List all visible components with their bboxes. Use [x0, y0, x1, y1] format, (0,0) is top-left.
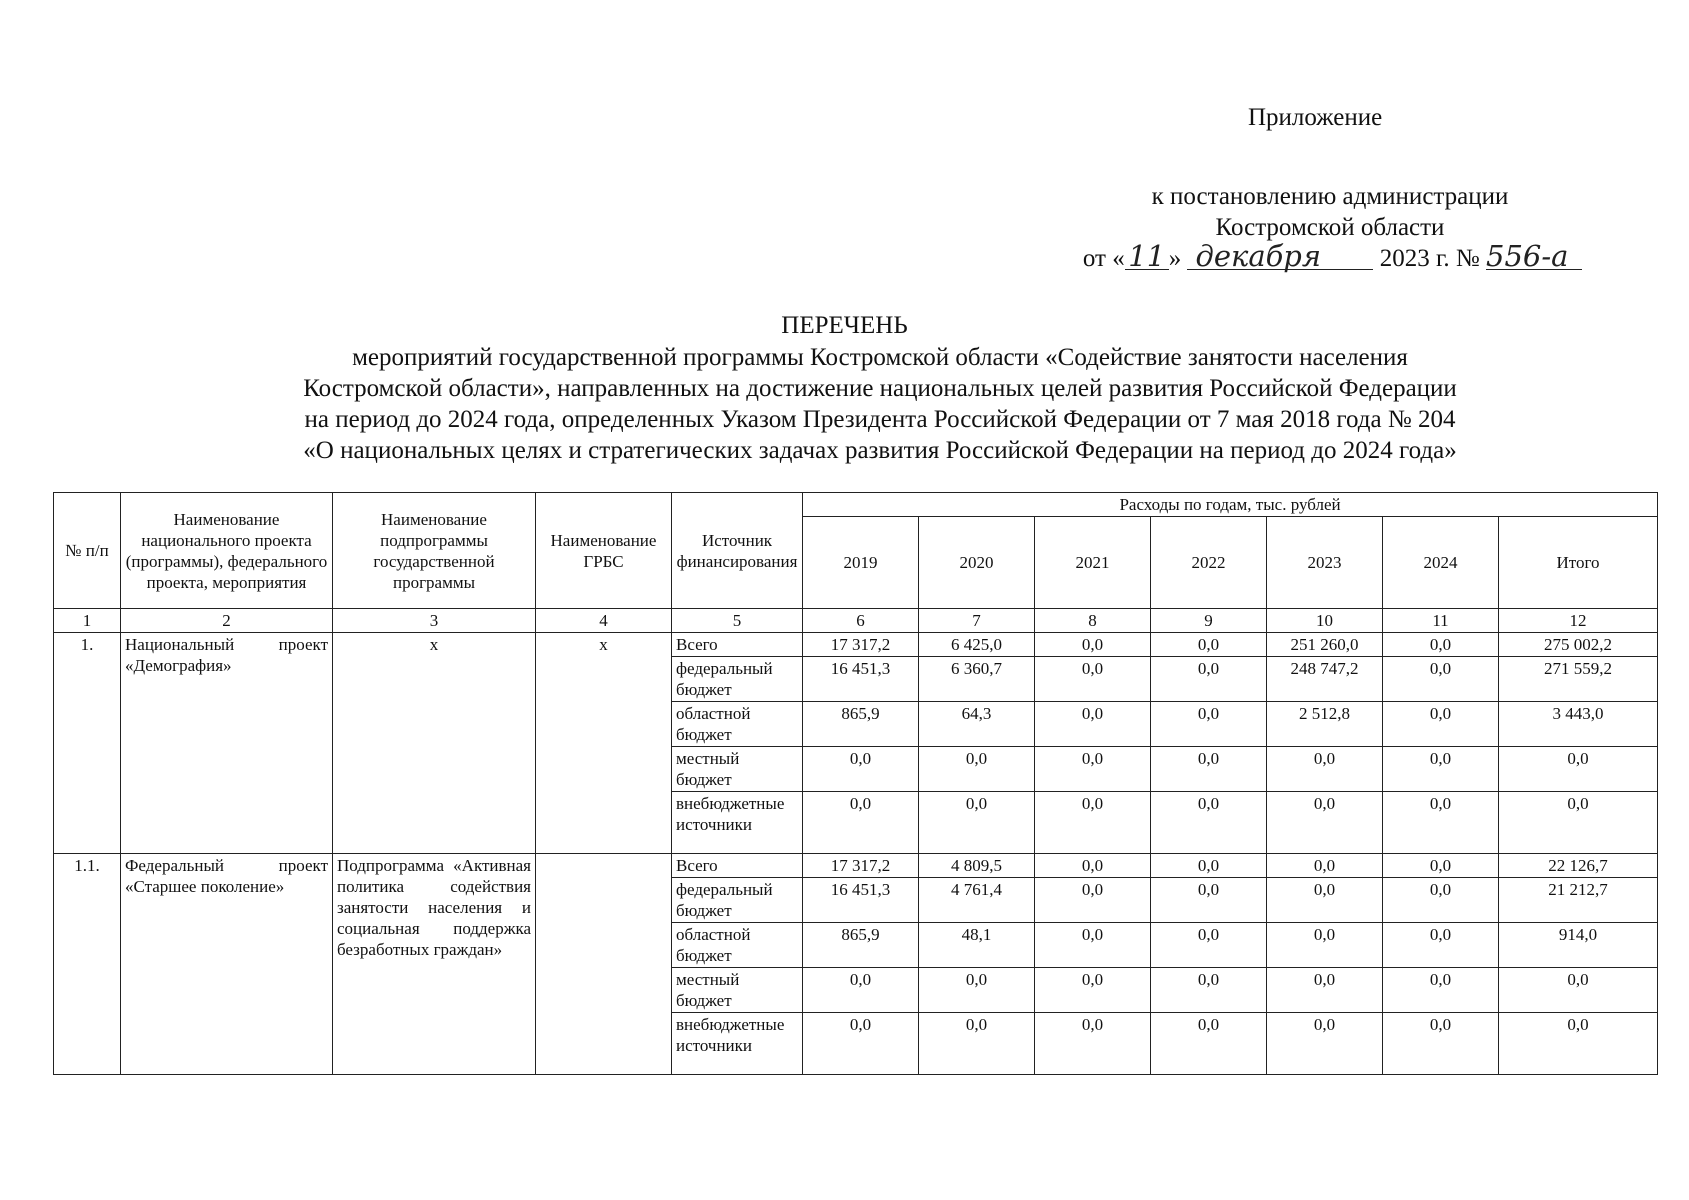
table-row — [54, 633, 1658, 657]
decree-reference — [1060, 181, 1600, 274]
subtitle-line: на период до 2024 года, определенных Указом Президента Российской Федерации от 7 мая 2018 года № 204 — [304, 406, 1456, 433]
year-value: 17 317,2 — [803, 633, 919, 657]
table-body — [54, 633, 1658, 1075]
total-value: 0,0 — [1499, 792, 1658, 854]
year-value: 0,0 — [1267, 878, 1383, 923]
group-grbs: х — [536, 633, 672, 854]
funding-source: внебюджетные источники — [672, 1013, 803, 1075]
year-value: 0,0 — [1383, 702, 1499, 747]
year-value: 0,0 — [1035, 747, 1151, 792]
year-value: 0,0 — [803, 1013, 919, 1075]
year-value: 0,0 — [1035, 792, 1151, 854]
group-project: Федеральный проект «Старшее поколение» — [121, 854, 333, 1075]
column-number: 1 — [54, 609, 121, 633]
year-value: 17 317,2 — [803, 854, 919, 878]
year-value: 0,0 — [1035, 633, 1151, 657]
total-value: 0,0 — [1499, 1013, 1658, 1075]
header-num: № п/п — [54, 493, 121, 609]
group-subprogram: Подпрограмма «Активная политика содействия занятости населения и социальная поддержка безработных граждан» — [333, 854, 536, 1075]
funding-source: областной бюджет — [672, 702, 803, 747]
table-row — [54, 854, 1658, 878]
year-value: 0,0 — [1151, 923, 1267, 968]
total-value: 3 443,0 — [1499, 702, 1658, 747]
column-number: 4 — [536, 609, 672, 633]
year-value: 251 260,0 — [1267, 633, 1383, 657]
date-month-handwritten: декабря — [1187, 243, 1373, 270]
year-value: 0,0 — [1383, 792, 1499, 854]
year-value: 248 747,2 — [1267, 657, 1383, 702]
year-value: 0,0 — [919, 968, 1035, 1013]
column-number: 5 — [672, 609, 803, 633]
year-value: 0,0 — [1151, 878, 1267, 923]
year-value: 0,0 — [1267, 854, 1383, 878]
year-value: 0,0 — [1151, 633, 1267, 657]
header-project: Наименование национального проекта (программы), федерального проекта, мероприятия — [121, 493, 333, 609]
year-value: 0,0 — [1151, 968, 1267, 1013]
column-number: 12 — [1499, 609, 1658, 633]
year-value: 865,9 — [803, 923, 919, 968]
year-value: 0,0 — [1383, 657, 1499, 702]
year-value: 0,0 — [1151, 702, 1267, 747]
year-value: 0,0 — [803, 968, 919, 1013]
year-value: 48,1 — [919, 923, 1035, 968]
year-value: 0,0 — [1383, 854, 1499, 878]
year-value: 6 425,0 — [919, 633, 1035, 657]
appendix-label: Приложение — [1248, 104, 1383, 131]
group-num: 1.1. — [54, 854, 121, 1075]
header-grbs: Наименование ГРБС — [536, 493, 672, 609]
subtitle-line: мероприятий государственной программы Костромской области «Содействие занятости населения — [352, 344, 1408, 371]
total-value: 0,0 — [1499, 747, 1658, 792]
column-number-row — [54, 609, 1658, 633]
year-value: 0,0 — [1035, 1013, 1151, 1075]
decree-date-line — [1060, 239, 1600, 274]
header-year: 2019 — [803, 517, 919, 609]
year-value: 0,0 — [1151, 1013, 1267, 1075]
header-year: 2022 — [1151, 517, 1267, 609]
funding-source: внебюджетные источники — [672, 792, 803, 854]
date-prefix: от « — [1082, 245, 1125, 272]
header-total: Итого — [1499, 517, 1658, 609]
column-number: 7 — [919, 609, 1035, 633]
column-number: 9 — [1151, 609, 1267, 633]
year-value: 64,3 — [919, 702, 1035, 747]
year-value: 0,0 — [1035, 657, 1151, 702]
funding-source: Всего — [672, 854, 803, 878]
year-value: 0,0 — [1151, 747, 1267, 792]
document-title: ПЕРЕЧЕНЬ — [781, 312, 908, 339]
year-value: 0,0 — [1151, 657, 1267, 702]
header-year: 2024 — [1383, 517, 1499, 609]
date-day-handwritten: 11 — [1125, 243, 1169, 270]
year-value: 0,0 — [1267, 968, 1383, 1013]
total-value: 914,0 — [1499, 923, 1658, 968]
year-value: 0,0 — [1383, 633, 1499, 657]
group-grbs — [536, 854, 672, 1075]
year-value: 0,0 — [1035, 878, 1151, 923]
year-value: 0,0 — [919, 1013, 1035, 1075]
year-value: 0,0 — [1151, 792, 1267, 854]
group-num: 1. — [54, 633, 121, 854]
column-number: 6 — [803, 609, 919, 633]
year-value: 0,0 — [1035, 854, 1151, 878]
year-value: 0,0 — [1383, 968, 1499, 1013]
funding-source: местный бюджет — [672, 968, 803, 1013]
funding-source: федеральный бюджет — [672, 657, 803, 702]
year-value: 0,0 — [1383, 878, 1499, 923]
year-value: 0,0 — [1151, 854, 1267, 878]
document-subtitle — [200, 342, 1560, 466]
year-value: 0,0 — [803, 747, 919, 792]
header-subprogram: Наименование подпрограммы государственной программы — [333, 493, 536, 609]
year-value: 0,0 — [1035, 702, 1151, 747]
year-value: 0,0 — [1383, 923, 1499, 968]
subtitle-line: «О национальных целях и стратегических задачах развития Российской Федерации на период до 2024 года» — [303, 437, 1457, 464]
header-expenses: Расходы по годам, тыс. рублей — [803, 493, 1658, 517]
year-value: 0,0 — [1035, 968, 1151, 1013]
year-value: 0,0 — [1035, 923, 1151, 968]
year-value: 0,0 — [919, 747, 1035, 792]
funding-source: Всего — [672, 633, 803, 657]
header-year: 2023 — [1267, 517, 1383, 609]
year-value: 16 451,3 — [803, 878, 919, 923]
total-value: 0,0 — [1499, 968, 1658, 1013]
header-year: 2020 — [919, 517, 1035, 609]
year-value: 0,0 — [1267, 1013, 1383, 1075]
decree-line-2: Костромской области — [1215, 214, 1445, 241]
group-project: Национальный проект «Демография» — [121, 633, 333, 854]
year-value: 0,0 — [1267, 792, 1383, 854]
year-value: 0,0 — [1383, 747, 1499, 792]
total-value: 275 002,2 — [1499, 633, 1658, 657]
header-year: 2021 — [1035, 517, 1151, 609]
total-value: 271 559,2 — [1499, 657, 1658, 702]
subtitle-line: Костромской области», направленных на достижение национальных целей развития Российской Федерации — [303, 375, 1457, 402]
year-value: 4 761,4 — [919, 878, 1035, 923]
date-year-text: 2023 г. № — [1379, 245, 1480, 272]
year-value: 0,0 — [1267, 747, 1383, 792]
year-value: 0,0 — [803, 792, 919, 854]
funding-source: федеральный бюджет — [672, 878, 803, 923]
funding-source: местный бюджет — [672, 747, 803, 792]
year-value: 16 451,3 — [803, 657, 919, 702]
date-mid: » — [1168, 245, 1182, 272]
column-number: 2 — [121, 609, 333, 633]
year-value: 4 809,5 — [919, 854, 1035, 878]
header-source: Источник финансирования — [672, 493, 803, 609]
year-value: 6 360,7 — [919, 657, 1035, 702]
column-number: 8 — [1035, 609, 1151, 633]
funding-source: областной бюджет — [672, 923, 803, 968]
year-value: 0,0 — [1267, 923, 1383, 968]
year-value: 865,9 — [803, 702, 919, 747]
year-value: 0,0 — [1383, 1013, 1499, 1075]
column-number: 10 — [1267, 609, 1383, 633]
total-value: 22 126,7 — [1499, 854, 1658, 878]
group-subprogram: х — [333, 633, 536, 854]
decree-number-handwritten: 556-а — [1486, 243, 1582, 270]
decree-line-1: к постановлению администрации — [1151, 183, 1509, 210]
column-number: 3 — [333, 609, 536, 633]
measures-table — [53, 492, 1658, 1075]
total-value: 21 212,7 — [1499, 878, 1658, 923]
column-number: 11 — [1383, 609, 1499, 633]
header-row-1 — [54, 493, 1658, 517]
year-value: 2 512,8 — [1267, 702, 1383, 747]
year-value: 0,0 — [919, 792, 1035, 854]
